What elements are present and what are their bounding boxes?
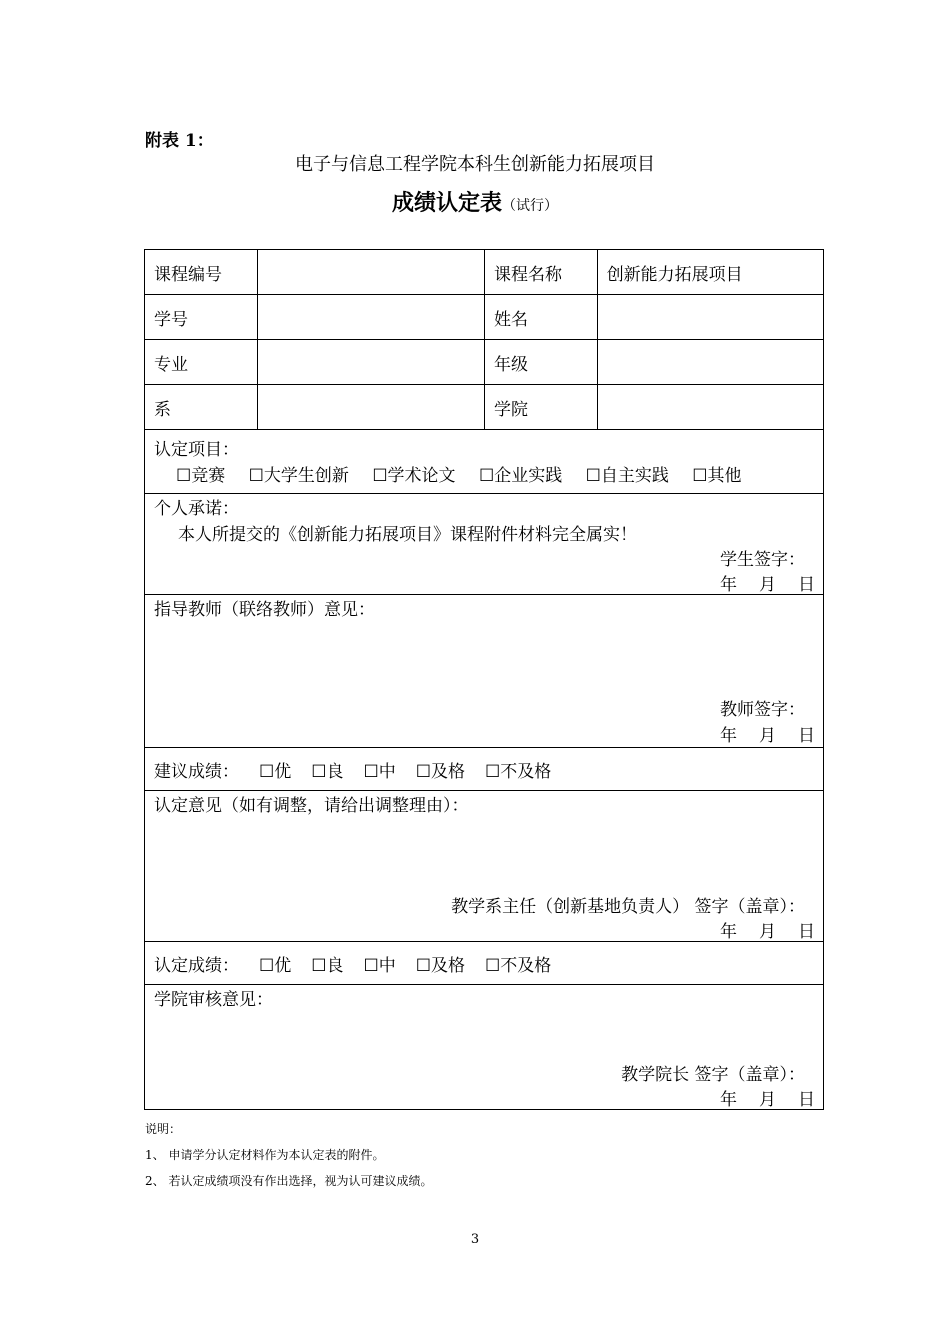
college-field[interactable] bbox=[598, 385, 823, 429]
final-grade-label: 认定成绩： bbox=[154, 955, 239, 976]
suggested-excellent[interactable]: ☐优 bbox=[259, 761, 292, 782]
project-type-row bbox=[145, 430, 823, 494]
grade-year-field[interactable] bbox=[598, 340, 823, 384]
note-item: 2、 若认定成绩项没有作出选择，视为认可建议成绩。 bbox=[145, 1174, 433, 1188]
advisor-date: 年 月 日 bbox=[720, 726, 815, 746]
department-label: 系 bbox=[145, 385, 258, 429]
suggested-fail[interactable]: ☐不及格 bbox=[485, 761, 552, 782]
department-head-signature-label: 教学系主任（创新基地负责人） 签字（盖章）： bbox=[451, 897, 805, 917]
suggested-pass[interactable]: ☐及格 bbox=[415, 761, 465, 782]
grade-form-table bbox=[144, 249, 824, 1110]
name-field[interactable] bbox=[598, 295, 823, 339]
teacher-signature-label: 教师签字： bbox=[720, 700, 805, 720]
attachment-label: 附表 1： bbox=[145, 131, 214, 151]
college-review-date: 年 月 日 bbox=[720, 1090, 815, 1110]
suggested-grade-row bbox=[145, 748, 823, 791]
department-opinion-label: 认定意见（如有调整，请给出调整理由）： bbox=[154, 796, 469, 816]
department-opinion-date: 年 月 日 bbox=[720, 922, 815, 942]
pledge-label: 个人承诺： bbox=[154, 499, 239, 519]
info-row-department bbox=[145, 385, 823, 430]
student-signature-label: 学生签字： bbox=[720, 550, 805, 570]
course-name-field[interactable]: 创新能力拓展项目 bbox=[606, 264, 743, 285]
advisor-opinion-row bbox=[145, 595, 823, 748]
final-medium[interactable]: ☐中 bbox=[363, 955, 396, 976]
info-row-course bbox=[145, 250, 823, 295]
final-grade-row bbox=[145, 942, 823, 985]
final-pass[interactable]: ☐及格 bbox=[415, 955, 465, 976]
final-excellent[interactable]: ☐优 bbox=[259, 955, 292, 976]
pledge-row bbox=[145, 494, 823, 595]
student-id-field[interactable] bbox=[258, 295, 485, 339]
grade-year-label: 年级 bbox=[485, 340, 598, 384]
note-item: 1、 申请学分认定材料作为本认定表的附件。 bbox=[145, 1148, 385, 1162]
course-code-field[interactable] bbox=[258, 250, 485, 294]
form-title-line1: 电子与信息工程学院本科生创新能力拓展项目 bbox=[295, 154, 655, 175]
advisor-opinion-label: 指导教师（联络教师）意见： bbox=[154, 600, 375, 620]
option-student-innovation[interactable]: ☐大学生创新 bbox=[248, 466, 349, 486]
suggested-good[interactable]: ☐良 bbox=[311, 761, 344, 782]
final-fail[interactable]: ☐不及格 bbox=[485, 955, 552, 976]
suggested-grade-label: 建议成绩： bbox=[154, 761, 239, 782]
college-review-label: 学院审核意见： bbox=[154, 990, 273, 1010]
department-field[interactable] bbox=[258, 385, 485, 429]
course-name-label: 课程名称 bbox=[485, 250, 598, 294]
option-self-practice[interactable]: ☐自主实践 bbox=[585, 466, 669, 486]
notes-section bbox=[145, 1116, 432, 1194]
info-row-student bbox=[145, 295, 823, 340]
final-good[interactable]: ☐良 bbox=[311, 955, 344, 976]
college-label: 学院 bbox=[485, 385, 598, 429]
form-title: 成绩认定表 bbox=[391, 191, 502, 216]
college-review-row bbox=[145, 985, 823, 1109]
notes-title: 说明： bbox=[145, 1122, 182, 1136]
option-enterprise-practice[interactable]: ☐企业实践 bbox=[478, 466, 563, 486]
pledge-date: 年 月 日 bbox=[720, 575, 815, 595]
pledge-text: 本人所提交的《创新能力拓展项目》课程附件材料完全属实！ bbox=[178, 525, 637, 545]
trial-note: （试行） bbox=[502, 198, 558, 214]
option-academic-paper[interactable]: ☐学术论文 bbox=[372, 466, 456, 486]
option-other[interactable]: ☐其他 bbox=[692, 466, 742, 486]
suggested-medium[interactable]: ☐中 bbox=[363, 761, 396, 782]
name-label: 姓名 bbox=[485, 295, 598, 339]
option-competition[interactable]: ☐竞赛 bbox=[176, 466, 226, 486]
department-opinion-row bbox=[145, 791, 823, 942]
major-label: 专业 bbox=[145, 340, 258, 384]
course-code-label: 课程编号 bbox=[145, 250, 258, 294]
form-title-line2 bbox=[0, 186, 950, 217]
project-type-label: 认定项目： bbox=[154, 440, 239, 460]
info-row-major bbox=[145, 340, 823, 385]
page-number: 3 bbox=[470, 1232, 480, 1247]
student-id-label: 学号 bbox=[145, 295, 258, 339]
dean-signature-label: 教学院长 签字（盖章）： bbox=[621, 1065, 805, 1085]
major-field[interactable] bbox=[258, 340, 485, 384]
